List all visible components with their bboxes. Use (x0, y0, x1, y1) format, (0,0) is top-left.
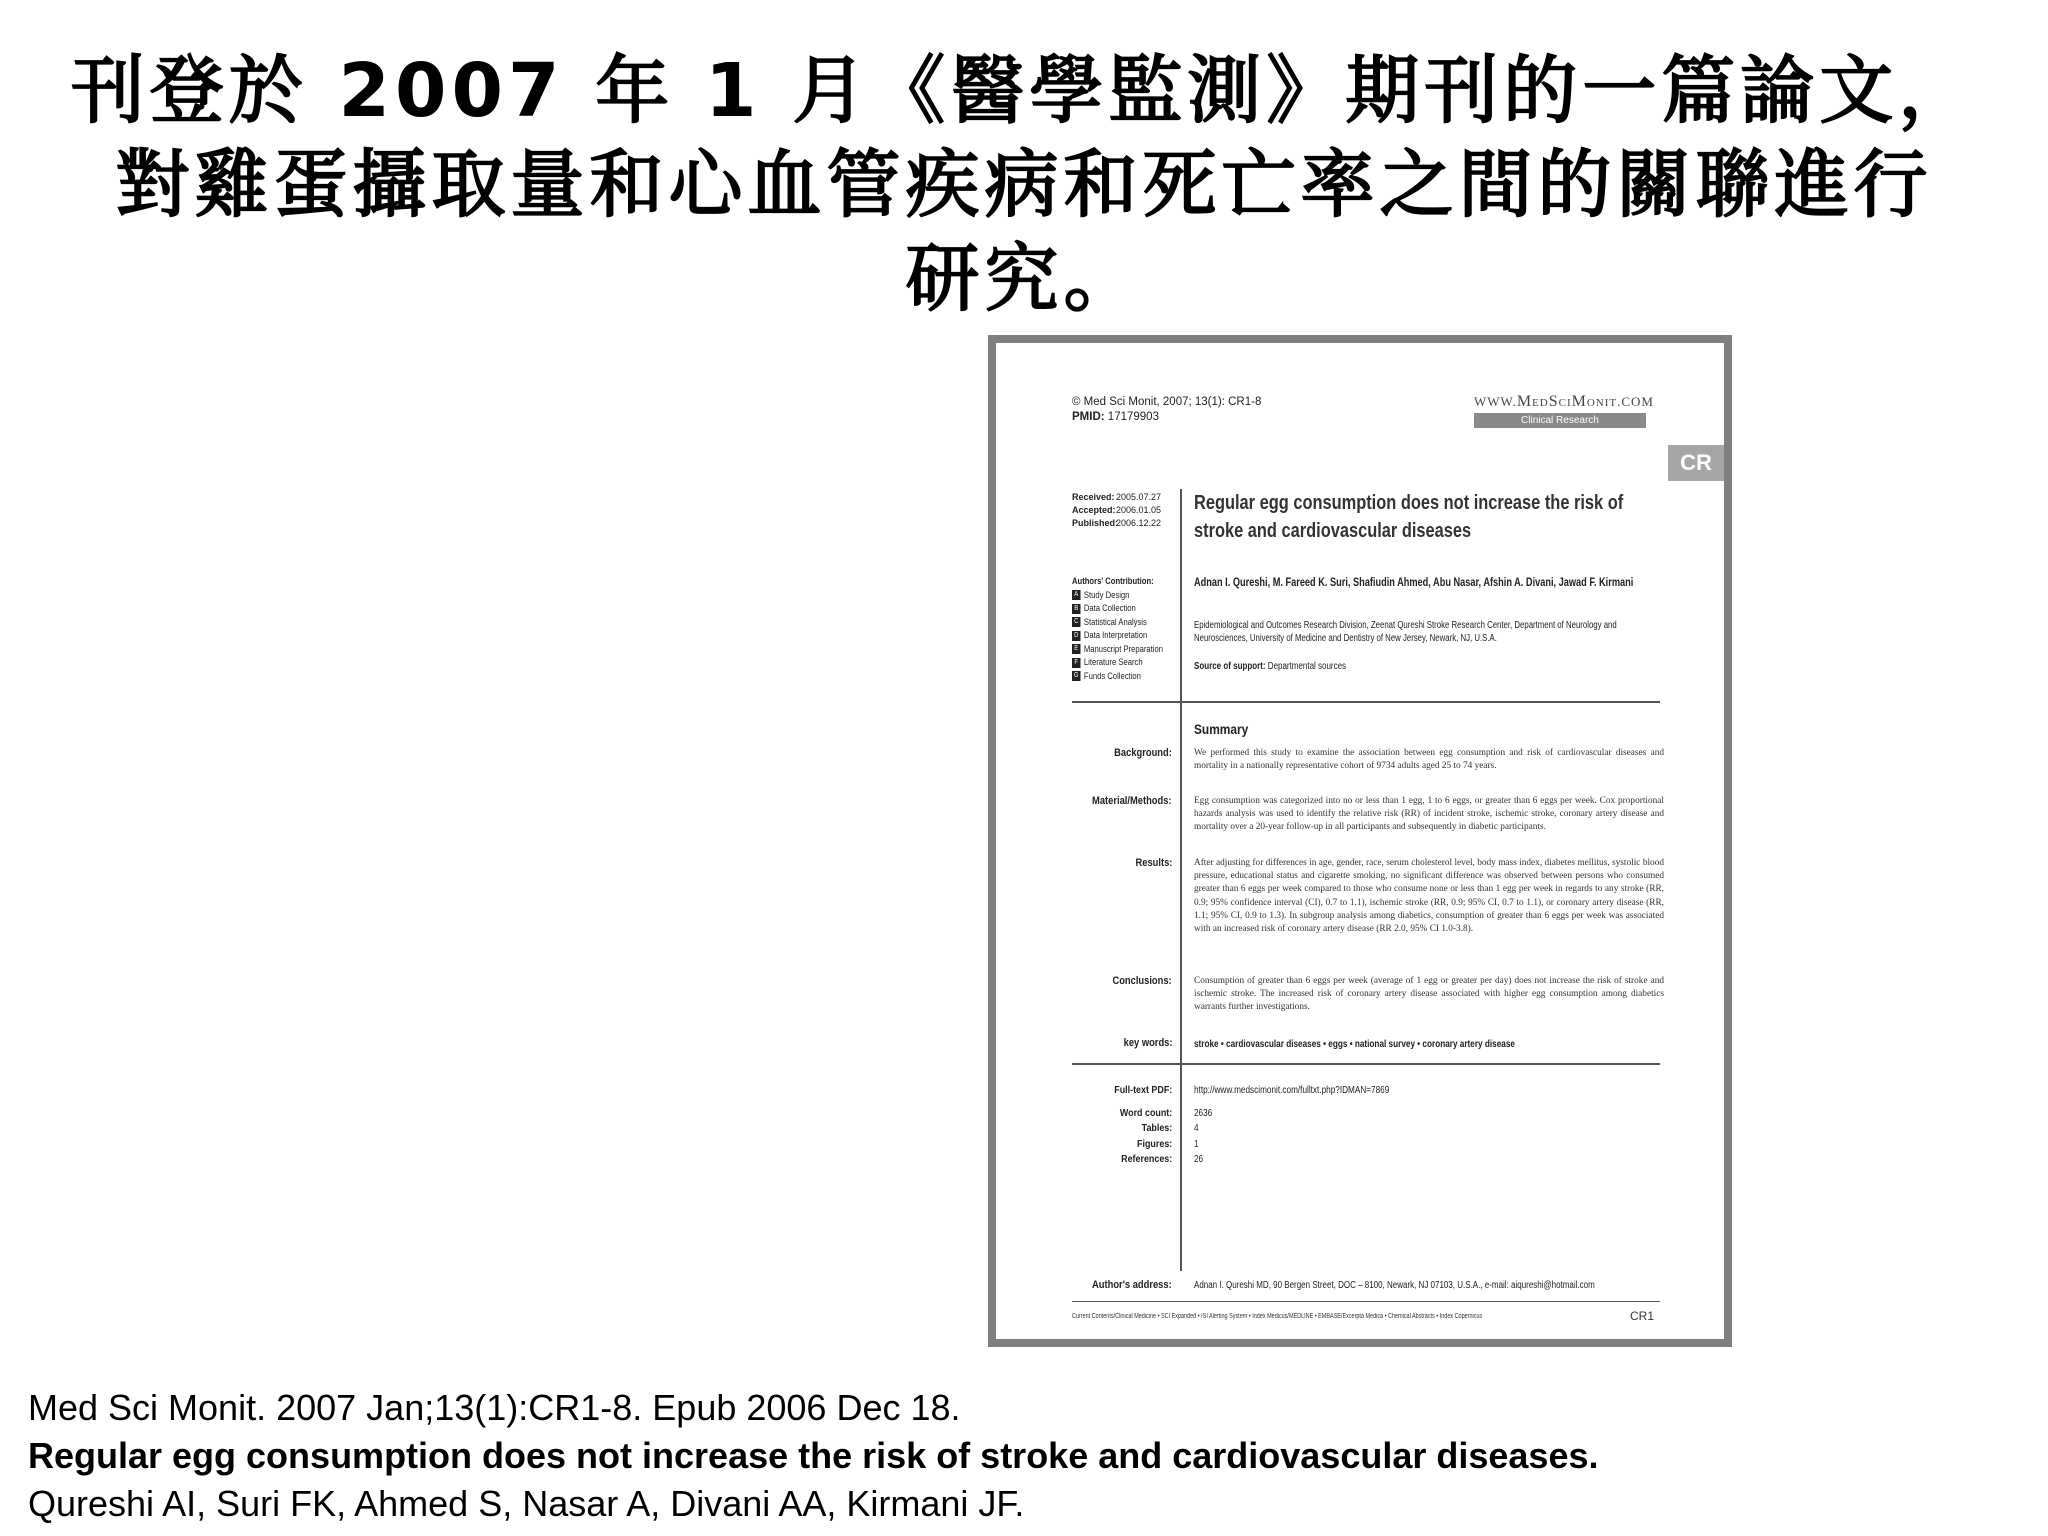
contrib-text: Data Interpretation (1083, 630, 1148, 640)
cr-tab: CR (1668, 445, 1724, 481)
contrib-item (1072, 589, 1163, 603)
keywords-text: stroke • cardiovascular diseases • eggs • national survey • coronary artery disease (1194, 1039, 1515, 1050)
wordcount-label: Word count: (1119, 1106, 1172, 1119)
address-label: Author's address: (1092, 1279, 1172, 1291)
footer-divider (1072, 1301, 1660, 1302)
paper-thumbnail (988, 335, 1732, 1347)
contrib-text: Literature Search (1083, 657, 1143, 667)
contrib-text: Study Design (1083, 589, 1130, 600)
reference-journal: Med Sci Monit. 2007 Jan;13(1):CR1-8. Epub 2006 Dec 18. (28, 1387, 961, 1428)
contrib-item (1072, 629, 1163, 643)
conclusions-text: Consumption of greater than 6 eggs per week (average of 1 egg or greater per day) does not increase the risk of stroke and ischemic stroke. The increased risk of coronary artery disease associated with higher egg consumption among diabetics warrants further investigations. (1194, 976, 1664, 1013)
contrib-heading: Authors' Contribution: (1072, 576, 1154, 586)
summary-heading: Summary (1194, 721, 1249, 737)
slide-title (20, 44, 2028, 326)
reference-authors: Qureshi AI, Suri FK, Ahmed S, Nasar A, Divani AA, Kirmani JF. (28, 1483, 1025, 1524)
date-value: 2006.12.22 (1116, 518, 1162, 528)
article-authors: Adnan I. Qureshi, M. Fareed K. Suri, Shafiudin Ahmed, Abu Nasar, Afshin A. Divani, Jawad F. Kirmani (1194, 577, 1634, 589)
page-number: CR1 (1629, 1309, 1654, 1323)
indexing-footer: Current Contents/Clinical Medicine • SCI Expanded • ISI Alerting System • Index Medicus/MEDLINE • EMBASE/Excerpta Medica • Chemical Abstracts • Index Copernicus (1072, 1313, 1483, 1320)
contrib-letter: F (1072, 658, 1081, 668)
methods-text: Egg consumption was categorized into no or less than 1 egg, 1 to 6 eggs, or greater than 6 eggs per week. Cox proportional hazards analysis was used to identify the relative risk (RR) of incident stroke, ischemic stroke, coronary artery disease and mortality over a 20-year follow-up in all participants and subsequently in diabetic participants. (1194, 796, 1664, 833)
logo-prefix: WWW. (1473, 394, 1517, 409)
reference-title: Regular egg consumption does not increase the risk of stroke and cardiovascular diseases. (28, 1435, 1599, 1476)
contrib-item (1072, 616, 1163, 630)
figures-value: 1 (1194, 1138, 1199, 1150)
date-row (1072, 517, 1161, 530)
methods-label: Material/Methods: (1092, 795, 1172, 807)
summary-divider-bottom (1072, 1063, 1660, 1065)
logo-main: MedSciMonit (1516, 393, 1618, 410)
contrib-letter: G (1073, 672, 1079, 680)
logo-suffix: .COM (1617, 394, 1654, 409)
results-label: Results: (1135, 857, 1172, 869)
citation-line: © Med Sci Monit, 2007; 13(1): CR1-8 (1072, 396, 1262, 408)
contrib-text: Statistical Analysis (1083, 616, 1147, 627)
paper-citation (1072, 395, 1261, 425)
section-label: Clinical Research (1474, 413, 1646, 428)
slide-title-line-2: 對雞蛋攝取量和心血管疾病和死亡率之間的關聯進行 (115, 142, 1933, 228)
date-row (1072, 491, 1161, 504)
contrib-item (1072, 670, 1163, 684)
contrib-item (1072, 643, 1163, 657)
pmid-label: PMID: (1072, 411, 1105, 423)
slide-title-line-1: 刊登於 2007 年 1 月《醫學監測》期刊的一篇論文， (70, 48, 1978, 134)
contrib-letter: E (1072, 644, 1081, 654)
journal-site (1474, 393, 1654, 411)
tables-value: 4 (1194, 1123, 1199, 1134)
date-value: 2006.01.05 (1116, 505, 1162, 515)
article-title: Regular egg consumption does not increase the risk of stroke and cardiovascular diseases (1194, 492, 1624, 542)
contrib-letter: C (1072, 617, 1081, 627)
date-value: 2005.07.27 (1116, 492, 1162, 502)
results-text: After adjusting for differences in age, gender, race, serum cholesterol level, body mass index, diabetes mellitus, systolic blood pressure, educational status and cigarette smoking, no significant difference was observed between persons who consumed greater than 6 eggs per week compared to those who consume none or less than 1 egg per week in regards to any stroke (RR, 0.9; 95% confidence interval (CI), 0.7 to 1.1), ischemic stroke (RR, 0.9; 95% CI, 0.7 to 1.1), or coronary artery disease (RR, 1.1; 95% CI, 0.9 to 1.3). In subgroup analysis among diabetics, consumption of greater than 6 eggs per week was associated with an increased risk of coronary artery disease (RR 2.0, 95% CI 1.0-3.8). (1194, 858, 1664, 935)
pmid-line (1072, 410, 1261, 425)
slide-title-line-3: 研究。 (905, 236, 1143, 322)
references-label: References: (1120, 1153, 1172, 1165)
date-row (1072, 504, 1161, 517)
date-label: Accepted: (1072, 505, 1116, 515)
address-text: Adnan I. Qureshi MD, 90 Bergen Street, DOC – 8100, Newark, NJ 07103, U.S.A., e-mail: aiqureshi@hotmail.com (1194, 1280, 1595, 1291)
conclusions-label: Conclusions: (1112, 975, 1172, 987)
source-of-support (1194, 661, 1346, 672)
contrib-letter: D (1072, 631, 1081, 641)
summary-divider-vertical (1180, 701, 1182, 1271)
contrib-item (1072, 656, 1163, 670)
date-label: Received: (1072, 492, 1115, 502)
background-text: We performed this study to examine the association between egg consumption and risk of cardiovascular diseases and mortality in a nationally representative cohort of 9734 adults aged 25 to 74 years. (1194, 748, 1664, 772)
meta-values (1194, 1083, 1389, 1168)
references-value: 26 (1194, 1154, 1204, 1165)
contrib-text: Data Collection (1083, 603, 1136, 613)
paper-page (996, 343, 1724, 1339)
date-label: Published: (1072, 518, 1119, 528)
fulltext-link: http://www.medscimonit.com/fulltxt.php?IDMAN=7869 (1194, 1085, 1390, 1096)
background-label: Background: (1114, 747, 1172, 759)
journal-logo (1474, 393, 1654, 428)
keywords-label: key words: (1123, 1037, 1172, 1049)
support-label: Source of support: (1194, 661, 1266, 672)
reference-block (28, 1384, 1599, 1528)
pmid-value: 17179903 (1107, 411, 1159, 423)
contrib-item (1072, 602, 1163, 616)
contrib-letter: A (1072, 590, 1081, 600)
article-affiliation: Epidemiological and Outcomes Research Division, Zeenat Qureshi Stroke Research Center, Department of Neurology and Neurosciences, University of Medicine and Dentistry of New Jersey, Newark, NJ, U.S.A. (1194, 620, 1617, 644)
wordcount-value: 2636 (1194, 1107, 1213, 1119)
contrib-letter: B (1072, 604, 1081, 614)
summary-divider-top (1072, 701, 1660, 703)
meta-labels (1114, 1083, 1172, 1168)
authors-contribution (1072, 575, 1163, 683)
dates-block (1072, 491, 1161, 530)
figures-label: Figures: (1136, 1137, 1172, 1150)
contrib-text: Manuscript Preparation (1083, 643, 1163, 654)
tables-label: Tables: (1141, 1122, 1172, 1134)
support-value: Departmental sources (1267, 661, 1347, 672)
contrib-text: Funds Collection (1083, 670, 1141, 681)
fulltext-label: Full-text PDF: (1113, 1084, 1172, 1096)
